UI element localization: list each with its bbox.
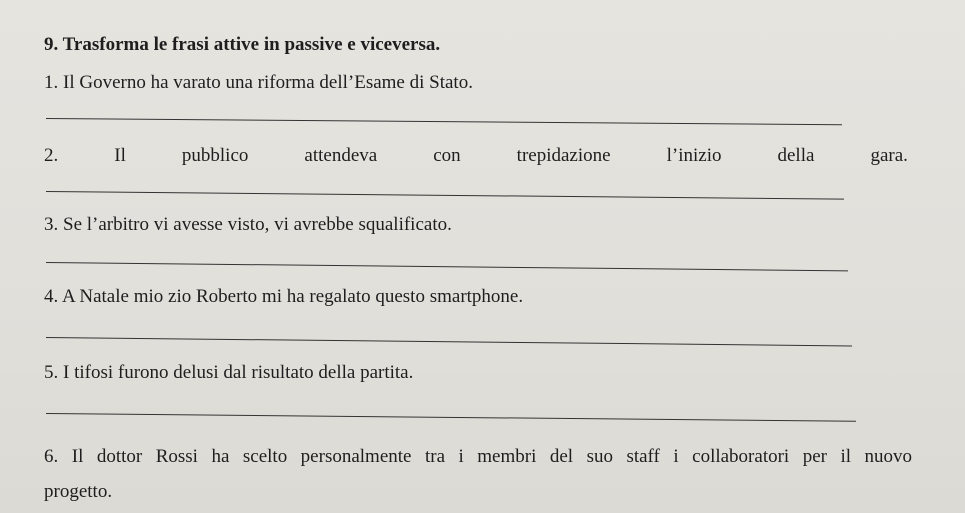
sentence-5: 5. I tifosi furono delusi dal risultato della partita. xyxy=(44,362,414,383)
sentence-2-word: Il xyxy=(114,145,126,166)
sentence-2-word: gara. xyxy=(870,145,908,166)
sentence-2 xyxy=(44,145,908,167)
answer-line-3[interactable] xyxy=(46,262,848,271)
exercise-title: 9. Trasforma le frasi attive in passive e viceversa. xyxy=(44,34,441,55)
answer-line-1[interactable] xyxy=(46,118,842,125)
sentence-3: 3. Se l’arbitro vi avesse visto, vi avrebbe squalificato. xyxy=(44,214,452,235)
answer-line-4[interactable] xyxy=(46,337,852,346)
sentence-6-continuation: progetto. xyxy=(44,481,113,502)
sentence-2-word: l’inizio xyxy=(666,145,722,166)
sentence-2-word: con xyxy=(433,145,461,166)
answer-line-5[interactable] xyxy=(46,413,856,422)
sentence-2-word: della xyxy=(777,145,815,166)
sentence-2-word: trepidazione xyxy=(516,145,611,166)
sentence-6: 6. Il dottor Rossi ha scelto personalmente tra i membri del suo staff i collaboratori per il nuovo xyxy=(44,446,912,467)
sentence-1: 1. Il Governo ha varato una riforma dell’Esame di Stato. xyxy=(44,72,473,93)
sentence-2-word: attendeva xyxy=(304,145,378,166)
sentence-2-word: 2. xyxy=(44,145,59,166)
answer-line-2[interactable] xyxy=(46,191,844,200)
sentence-4: 4. A Natale mio zio Roberto mi ha regalato questo smartphone. xyxy=(44,286,524,307)
sentence-2-word: pubblico xyxy=(181,145,249,166)
